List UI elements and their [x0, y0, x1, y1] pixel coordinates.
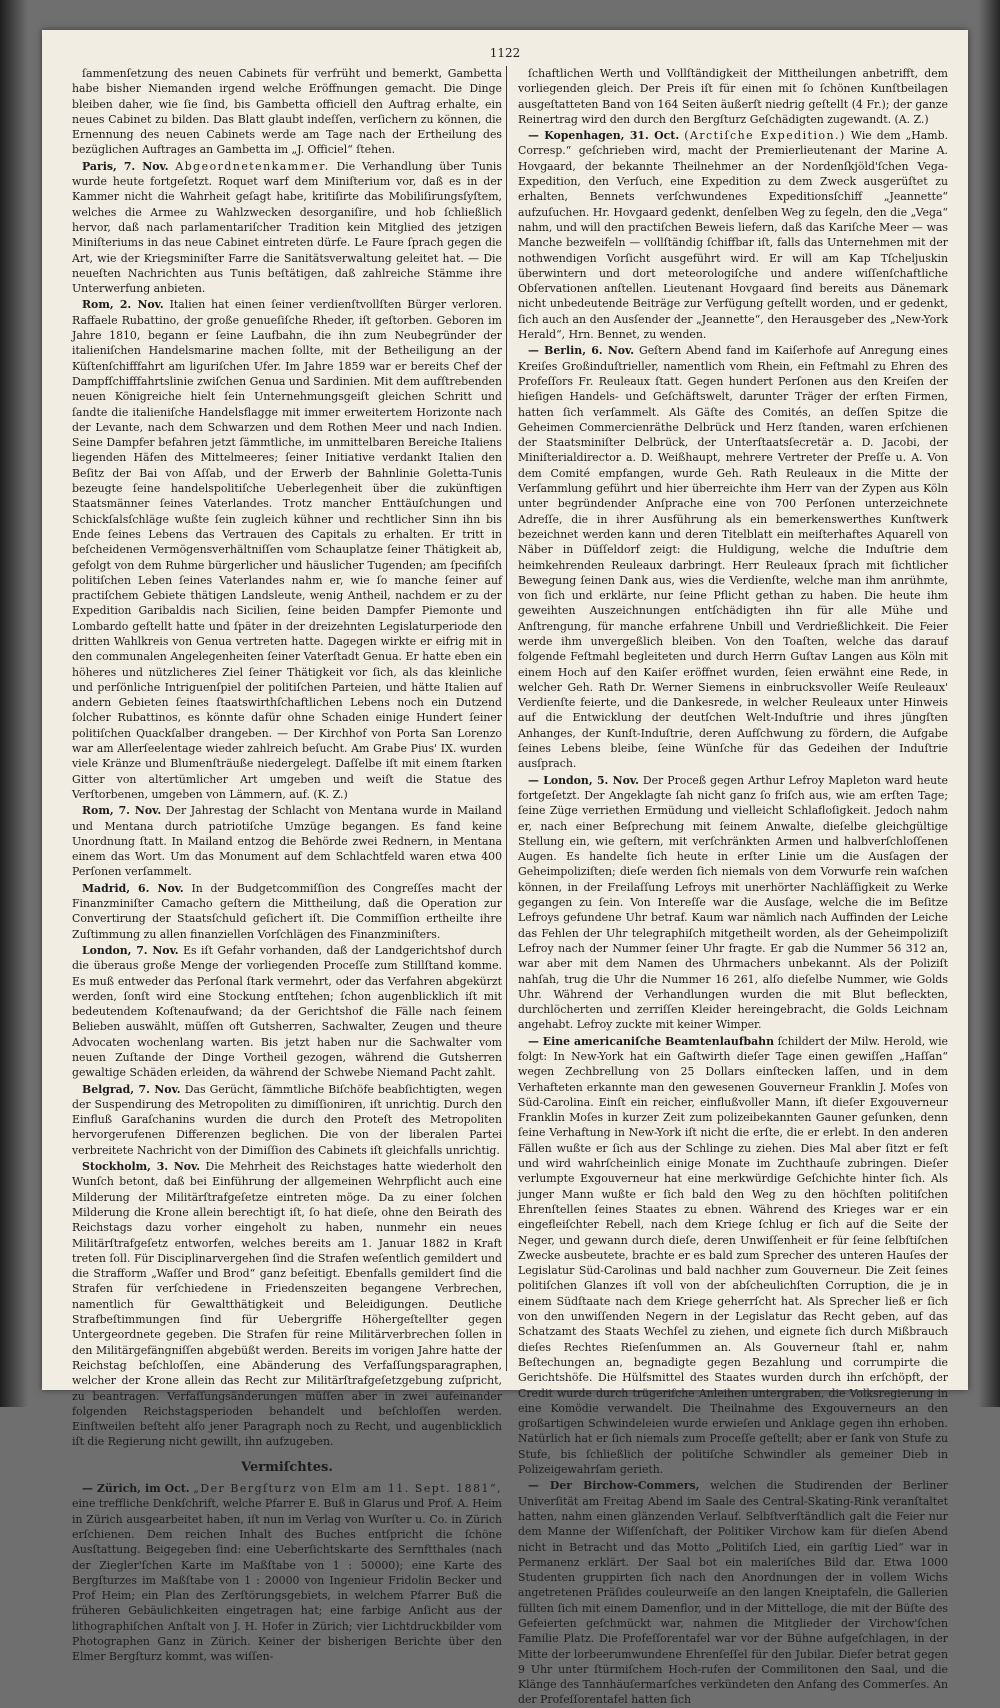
- dateline: — Eine americaniſche Beamtenlaufbahn: [528, 1034, 775, 1048]
- article-text: ſammenſetzung des neuen Cabinets für verfrüht und bemerkt, Gambetta habe bisher Niemanden irgend welche Eröffnungen gemacht. Die Dinge bleiben daher, wie ſie ſind, bis Gambetta officiell den Auftrag erhalte, ein neues Cabinet zu bilden. Das Blatt glaubt indeſſen, verſichern zu können, die Ernennung des neuen Cabinets werde am Tage nach der Ertheilung des bezüglichen Auftrages an Gambetta im „J. Officiel“ ſtehen.: [72, 67, 502, 157]
- spaced-heading: (Arctiſche Expedition.): [684, 129, 846, 143]
- news-item: [518, 128, 948, 342]
- dateline: — Der Birchow-Commers,: [528, 1479, 700, 1493]
- news-item: [518, 66, 948, 127]
- dateline: Paris, 7. Nov.: [82, 159, 169, 173]
- news-item: [72, 803, 502, 879]
- news-item: [518, 343, 948, 771]
- dateline: Madrid, 6. Nov.: [82, 881, 184, 895]
- news-item: [72, 297, 502, 802]
- news-item: [518, 1034, 948, 1478]
- right-column: [518, 66, 949, 1707]
- news-item: [518, 1478, 948, 1707]
- news-item: [72, 1082, 502, 1158]
- article-text: Wie dem „Hamb. Corresp.“ geſchrieben wird, macht der Premierlieutenant der Marine A. Hovgaard, der bekannte Theilnehmer an der Nordenſkjöld'ſchen Vega-Expedition, den Verſuch, eine Expedition zu dem Zweck ausgerüſtet zu erhalten, Bennets verſchwundenes Expeditionsſchiff „Jeannette“ aufzuſuchen. Hr. Hovgaard gedenkt, denſelben Weg zu ſegeln, den die „Vega“ nahm, und will den practiſchen Beweis liefern, daß das Kariſche Meer — was Manche bezweifeln — vollſtändig ſchiffbar iſt, falls das Unternehmen mit der nothwendigen Vorſicht ausgeführt wird. Er will am Kap Tſcheljuskin überwintern und dort meteorologiſche und andere wiſſenſchaftliche Obſervationen anſtellen. Lieutenant Hovgaard ſind bereits aus Dänemark nicht unbedeutende Beiträge zur Verfügung geſtellt worden, und er gedenkt, ſich auch an den Ausſender der „Jeannette“, den Herausgeber des „New-York Herald“, Hrn. Bennet, zu wenden.: [518, 129, 948, 342]
- news-item: [518, 773, 948, 1033]
- article-text: Das Gerücht, ſämmtliche Biſchöfe beabſichtigten, wegen der Suspendirung des Metropoliten zu dimiſſioniren, iſt unrichtig. Durch den Einfluß Garaſchanins wurden die durch den Proteſt des Metropoliten hervorgerufenen Differenzen beglichen. Die von der liberalen Partei verbreitete Nachricht von der Dimiſſion des Cabinets iſt gleichfalls unrichtig.: [72, 1082, 503, 1157]
- news-item: [72, 943, 502, 1081]
- dateline: — Berlin, 6. Nov.: [528, 344, 635, 358]
- article-text: In der Budgetcommiſſion des Congreſſes macht der Finanzminiſter Camacho geſtern die Mittheilung, daß die Operation zur Convertirung der Staatsſchuld geſichert iſt. Die Commiſſion ertheilte ihre Zuſtimmung zu allen finanziellen Vorſchlägen des Finanzminiſters.: [72, 881, 503, 941]
- news-item: [72, 881, 502, 942]
- article-text: Der Jahrestag der Schlacht von Mentana wurde in Mailand und Mentana durch patriotiſche Umzüge begangen. Es fand keine Unordnung ſtatt. In Mailand entzog die Behörde zwei Rednern, in Mentana einem das Wort. Um das Monument auf dem Schlachtfeld waren etwa 400 Perſonen verſammelt.: [72, 804, 503, 879]
- section-heading: Vermiſchtes.: [241, 1459, 333, 1475]
- article-text: Es iſt Gefahr vorhanden, daß der Landgerichtshof durch die überaus große Menge der vorliegenden Proceſſe zum Stillſtand komme. Es muß entweder das Perſonal ſtark vermehrt, oder das Verfahren abgekürzt werden, ſonſt wird eine Stockung entſtehen; ſchon augenblicklich iſt mit bedeutendem Koſtenaufwand; da der Gerichtshof die Fälle nach ſeinem Belieben auswählt, müſſen oft Gutsherren, Sachwalter, Zeugen und theure Advocaten wochenlang warten. Bis jetzt haben nur die Sachwalter vom neuen Zuſtande der Dinge Vortheil gezogen, während die Gutsherren gewaltige Schäden erleiden, da während der Schwebe Niemand Pacht zahlt.: [72, 943, 503, 1080]
- article-text: Geſtern Abend fand im Kaiſerhofe auf Anregung eines Kreiſes Großinduſtrieller, namentlich vom Rhein, ein Feſtmahl zu Ehren des Profeſſors Fr. Reuleaux ſtatt. Gegen hundert Perſonen aus den Kreiſen der hieſigen Handels- und Geſchäftswelt, darunter Träger der erſten Firmen, hatten ſich verſammelt. Als Gäſte des Comités, an deſſen Spitze die Geheimen Commercienräthe Delbrück und Herz ſtanden, waren erſchienen der Staatsminiſter Delbrück, der Unterſtaatsſecretär a. D. Jacobi, der Miniſterialdirector a. D. Weißhaupt, mehrere Vertreter der Preſſe u. A. Von dem Comité empfangen, wurde Geh. Rath Reuleaux in die Mitte der Verſammlung geführt und hier überreichte ihm Herr van der Zypen aus Köln unter begründender Anſprache eine von 700 Perſonen unterzeichnete Adreſſe, die in ihrer Ausführung als ein bemerkenswerthes Kunſtwerk bezeichnet werden kann und deren Titelblatt ein meiſterhaftes Aquarell von Näber in Düſſeldorf zeigt: die Huldigung, welche die Induſtrie dem heimkehrenden Reuleaux darbringt. Herr Reuleaux ſprach mit ſichtlicher Bewegung ſeinen Dank aus, wies die Verdienſte, welche man ihm anrühmte, von ſich und erklärte, nur ſeine Pflicht gethan zu haben. Die heute ihm geweihten Auszeichnungen entſchädigten ihn für alle Mühe und Anſtrengung, für manche erfahrene Unbill und Verdrießlichkeit. Die Feier werde ihm unvergeßlich bleiben. Von den Toaſten, welche das darauf folgende Feſtmahl begleiteten und durch Herrn Guſtav Langen aus Köln mit einem Hoch auf den Kaiſer eröffnet wurden, ſeien erwähnt eine Rede, in welcher Geh. Rath Dr. Werner Siemens in einbrucksvoller Weiſe Reuleaux' Verdienſte feierte, und die Dankesrede, in welcher Reuleaux unter Hinweis auf die Entwicklung der deutſchen Welt-Induſtrie und ihres jüngſten Anhanges, der Kunſt-Induſtrie, deren Aufſchwung zu fördern, die Aufgabe ſeines Lebens bleibe, ſeine Wünſche für das Gedeihen der Induſtrie ausſprach.: [518, 344, 949, 771]
- news-item: [72, 1481, 502, 1665]
- dateline: Rom, 7. Nov.: [82, 804, 162, 818]
- newspaper-page: [42, 30, 968, 1707]
- spaced-heading: „Der Bergſturz von Elm am 11. Sept. 1881“,: [193, 1482, 502, 1496]
- news-item: [72, 1159, 502, 1450]
- dateline: Rom, 2. Nov.: [82, 298, 164, 312]
- left-column: [72, 66, 503, 1664]
- news-item: [72, 66, 502, 158]
- article-text: Die Mehrheit des Reichstages hatte wiederholt den Wunſch betont, daß bei Einführung der allgemeinen Wehrpflicht auch eine Milderung der Militärſtrafgeſetze eintreten möge. Da zu einer ſolchen Milderung die Krone allein berechtigt iſt, ſo hat dieſe, ohne den Beirath des Reichstags dazu vorher eingeholt zu haben, nunmehr ein neues Militärſtrafgeſetz entworfen, welches bereits am 1. Januar 1882 in Kraft treten ſoll. Für Disciplinarvergehen ſind die Strafen weſentlich gemildert und die Strafform „Waſſer und Brod“ ganz beſeitigt. Ebenfalls gemildert ſind die Strafen für verſchiedene in Friedenszeiten begangene Verbrechen, namentlich für Gewaltthätigkeit und Beleidigungen. Deutliche Strafbeſtimmungen ſind für Uebergriffe Höhergeſtellter gegen Untergeordnete gegeben. Die Strafen für reine Militärverbrechen ſollen in den Militärgefängniſſen abgebüßt werden. Bereits im vorigen Jahre hatte der Reichstag beſchloſſen, eine Abänderung des Verfaſſungsparagraphen, welcher der Krone allein das Recht zur Militärſtrafgeſetzgebung zuſpricht, zu beantragen. Verfaſſungsänderungen müſſen aber in zwei aufeinander folgenden Reichstagsperioden behandelt und beſchloſſen werden. Einſtweilen beſteht alſo jener Paragraph noch zu Recht, und augenblicklich iſt die Regierung nicht gewillt, ihn aufzugeben.: [72, 1160, 503, 1449]
- article-text: welchen die Studirenden der Berliner Univerſität am Freitag Abend im Saale des Central-Skating-Rink veranſtaltet hatten, nahm einen glänzenden Verlauf. Selbſtverſtändlich galt die Feier nur dem Manne der Wiſſenſchaft, der Politiker Virchow kam für dieſen Abend nicht in Betracht und das Motto „Politiſch Lied, ein garſtig Lied“ war in Permanenz erklärt. Der Saal bot ein maleriſches Bild dar. Etwa 1000 Studenten gruppirten ſich nach den Anordnungen der in vollem Wichs angetretenen Präſides couleurweiſe an den langen Kneiptafeln, die Gallerien füllten ſich mit einem Damenflor, und in der Mittelloge, die mit der Büſte des Gefeierten geſchmückt war, nahmen die Mitglieder der Virchow'ſchen Familie Platz. Die Profeſſorentafel war vor der Bühne aufgeſchlagen, in der Mitte der lorbeerumwundene Ehrenſeſſel für den Jubilar. Dieſer betrat gegen 9 Uhr unter ſtürmiſchem Hoch-rufen der Commilitonen den Saal, und die Klänge des Tannhäuſermarſches verkündeten den Anfang des Commerſes. An der Profeſſorentafel hatten ſich: [518, 1479, 948, 1707]
- dateline: London, 7. Nov.: [82, 943, 179, 957]
- spaced-heading: Abgeordnetenkammer.: [175, 159, 330, 173]
- dateline: — Kopenhagen, 31. Oct.: [528, 129, 680, 143]
- dateline: — Zürich, im Oct.: [82, 1482, 190, 1496]
- column-divider: [506, 66, 507, 1371]
- article-text: eine treffliche Denkſchrift, welche Pfarrer E. Buß in Glarus und Prof. A. Heim in Zürich ausgearbeitet haben, iſt nun im Verlag von Wurſter u. Co. in Zürich erſchienen. Dem reichen Inhalt des Buches entſpricht die ſchöne Ausſtattung. Beigegeben ſind: eine Ueberſichtskarte des Sernftthales (nach der Ziegler'ſchen Karte im Maßſtabe von 1 : 50000); eine Karte des Bergſturzes im Maßſtabe von 1 : 20000 von Ingenieur Fridolin Becker und Prof Heim; ein Plan des Zerſtörungsgebiets, in welchem Pfarrer Buß die früheren Gebäulichkeiten eingetragen hat; eine farbige Anſicht aus der lithographiſchen Anſtalt von J. H. Hofer in Zürich; vier Lichtdruckbilder vom Photographen Ganz in Zürich. Keiner der bisherigen Berichte über den Elmer Bergſturz kommt, was wiſſen-: [72, 1497, 502, 1664]
- dateline: Belgrad, 7. Nov.: [82, 1082, 181, 1096]
- article-text: ſchaftlichen Werth und Vollſtändigkeit der Mittheilungen anbetrifft, dem vorliegenden gleich. Der Preis iſt für einen mit ſo ſchönen Kunſtbeilagen ausgeſtatteten Band von 164 Seiten äußerſt niedrig geſtellt (4 Fr.); der ganze Reinertrag wird den durch den Bergſturz Geſchädigten zugewandt. (A. Z.): [518, 67, 948, 126]
- article-text: Die Verhandlung über Tunis wurde heute fortgeſetzt. Roquet warf dem Miniſterium vor, daß es in der Kammer nicht die Wahrheit geſagt habe, kritiſirte das Mobiliſirungsſyſtem, welches die Armee zu Wahlzwecken desorganiſire, und hob ſchließlich hervor, daß nach parlamentariſcher Tradition kein Mitglied des jetzigen Miniſteriums in das neue Cabinet eintreten dürfe. Le Faure ſprach gegen die Art, wie der Kriegsminiſter Farre die Sanitätsverwaltung geleitet hat. — Die neueſten Nachrichten aus Tunis beſtätigen, daß zahlreiche Stämme ihre Unterwerfung anbieten.: [72, 159, 502, 296]
- article-text: Der Proceß gegen Arthur Lefroy Mapleton ward heute fortgeſetzt. Der Angeklagte ſah nicht ganz ſo friſch aus, wie am erſten Tage; ſeine Züge verriethen Ermüdung und vielleicht Schlafloſigkeit. Jedoch nahm er, nach einer Beſprechung mit ſeinem Anwalte, dieſelbe gleichgültige Stellung ein, wie geſtern, mit verſchränkten Armen und halbverſchloſſenen Augen. Es handelte ſich heute in erſter Linie um die Ausſagen der Geheimpoliziſten; dieſe werden ſich niemals von dem Vorwurfe rein waſchen können, in der Freilaſſung Lefroys mit unerhörter Nachläſſigkeit zu Werke gegangen zu ſein. Von Intereſſe war die Ausſage, welche die im Beſitze Lefroys gefundene Uhr betraf. Kaum war nämlich nach Auffinden der Leiche das Fehlen der Uhr telegraphiſch mitgetheilt worden, als der Geheimpoliziſt Lefroy nach der Nummer ſeiner Uhr fragte. Er gab die Nummer 56 312 an, war aber mit dem Namen des Uhrmachers unbekannt. Als der Poliziſt nahſah, trug die Uhr die Nummer 16 261, alſo dieſelbe Nummer, wie Golds Uhr. Während der Verhandlungen wurden die mit Blut befleckten, durchlöcherten und zerriſſen Kleider hereingebracht, die Golds Leichnam angehabt. Lefroy zuckte mit keiner Wimper.: [518, 773, 948, 1032]
- article-text: ſchildert der Milw. Herold, wie folgt: In New-York hat ein Gaſtwirth dieſer Tage einen gewiſſen „Haſſan“ wegen Zechbrellung von 25 Dollars einſtecken laſſen, und in dem Verhafteten erkannte man den gewesenen Gouverneur Franklin J. Moſes von Süd-Carolina. Einſt ein reicher, einflußvoller Mann, iſt dieſer Exgouverneur Franklin Moſes in kurzer Zeit zum polizeibekannten Gauner geſunken, denn ſeine Verhaftung in New-York iſt nicht die erſte, die er erlebt. In den anderen Fällen wußte er ſich aus der Schlinge zu ziehen. Dies Mal aber ſitzt er feſt und wird wahrſcheinlich einige Monate im Zuchthauſe zubringen. Dieſer verlumpte Exgouverneur hat eine merkwürdige Geſchichte hinter ſich. Als junger Mann wußte er ſich bald den Weg zu den höchſten politiſchen Ehrenſtellen ſeines Staates zu ebnen. Während des Krieges war er ein eingefleiſchter Rebell, nach dem Kriege ſchlug er ſich auf die Seite der Neger, und gewann durch dieſe, deren Unwiſſenheit er für ſeine ſelbſtiſchen Zwecke ausbeutete, brachte er es bald zum Sprecher des unteren Hauſes der Legislatur Süd-Carolinas und bald nachher zum Gouverneur. Die Zeit ſeines politiſchen Glanzes iſt voll von der abſcheulichſten Corruption, die je in einem Südſtaate nach dem Kriege geherrſcht hat. Als Sprecher ließ er ſich von den unwiſſenden Negern in der Legislatur das Recht geben, auf das Schatzamt des Staats Wechſel zu ziehen, und eignete ſich durch Mißbrauch dieſes Rechtes Rieſenſummen an. Als Gouverneur ſtahl er, nahm Beſtechungen an, begnadigte gegen Bezahlung und corrumpirte die Gerichtshöfe. Die Hülfsmittel des Staates wurden durch ihn erſchöpft, der Credit wurde durch trügeriſche Anleihen untergraben, die Volksregierung in eine Komödie verwandelt. Die Theilnahme des Exgouverneurs an den großartigen Schwindeleien wurde erwieſen und Anklage gegen ihn erhoben. Natürlich hat er ſich niemals zum Proceſſe geſtellt; aber er ſank von Stufe zu Stufe, bis ſchließlich der politiſche Schwindler als gemeiner Dieb in Polizeigewahrſam gerieth.: [518, 1034, 948, 1477]
- scan-edge-left: [0, 0, 28, 1407]
- page-number: 1122: [489, 46, 521, 60]
- news-item: [72, 159, 502, 297]
- article-text: Italien hat einen ſeiner verdienſtvollſten Bürger verloren. Raffaele Rubattino, der große genueſiſche Rheder, iſt geſtorben. Geboren im Jahre 1810, begann er ſeine Laufbahn, die ihn zum Neubegründer der italieniſchen Handelsmarine machen ſollte, mit der Betheiligung an der Küſtenſchifffahrt am liguriſchen Ufer. Im Jahre 1859 war er bereits Chef der Dampfſchifffahrtslinie zwiſchen Genua und Sardinien. Mit dem aufſtrebenden neuen Königreiche hielt ſein Unternehmungsgeiſt gleichen Schritt und ſandte die italieniſche Handelsflagge mit immer erweitertem Horizonte nach der Levante, nach dem Schwarzen und dem Rothen Meer und nach Indien. Seine Dampfer befahren jetzt ſämmtliche, im unmittelbaren Bereiche Italiens liegenden Häfen des Mittelmeeres; ſeiner Initiative verdankt Italien den Beſitz der Bai von Aſſab, und der Erwerb der Bahnlinie Goletta-Tunis bezeugte ſeine handelspolitiſche Ueberlegenheit über die zukünftigen Staatsmänner ſeines Vaterlandes. Trotz mancher Enttäuſchungen und Schickſalsſchläge wußte ſein zugleich kühner und rechtlicher Sinn ihn bis Ende ſeines Lebens das Vertrauen des Capitals zu erhalten. Er tritt in beſcheidenen Vermögensverhältniſſen vom Schauplatze ſeiner Thätigkeit ab, gefolgt von dem Ruhme bürgerlicher und häuslicher Tugenden; am ſpecifiſch politiſchen Leben ſeines Vaterlandes nahm er, wie ſo manche ſeiner auf practiſchem Gebiete thätigen Landsleute, wenig Antheil, nachdem er zu der Expedition Garibaldis nach Sicilien, ſeine beiden Dampfer Piemonte und Lombardo geſtellt hatte und ſpäter in der dreizehnten Legislaturperiode den dritten Wahlkreis von Genua vertreten hatte. Dagegen wirkte er eifrig mit in den communalen Angelegenheiten ſeiner Vaterſtadt Genua. Er hatte eben ein höheres und nützlicheres Ziel ſeiner Thätigkeit vor ſich, als das kleinliche und perſönliche Intriguenſpiel der politiſchen Parteien, und hätte Italien auf andern Gebieten ſeines ſtaatswirthſchaftlichen Lebens noch ein Dutzend ſolcher Rubattinos, es könnte dafür ohne Schaden einige Hundert ſeiner politiſchen Quackſalber drangeben. — Der Kirchhof von Porta San Lorenzo war am Allerſeelentage wieder zahlreich beſucht. Am Grabe Pius' IX. wurden viele Kränze und Blumenſträuße niedergelegt. Daſſelbe iſt mit einem ſtarken Gitter von altertümlicher Art umgeben und weiſt die Statue des Verſtorbenen, umgeben von Lämmern, auf. (K. Z.): [72, 298, 502, 801]
- scan-edge-right: [978, 0, 1000, 1407]
- dateline: Stockholm, 3. Nov.: [82, 1160, 201, 1174]
- dateline: — London, 5. Nov.: [528, 773, 639, 787]
